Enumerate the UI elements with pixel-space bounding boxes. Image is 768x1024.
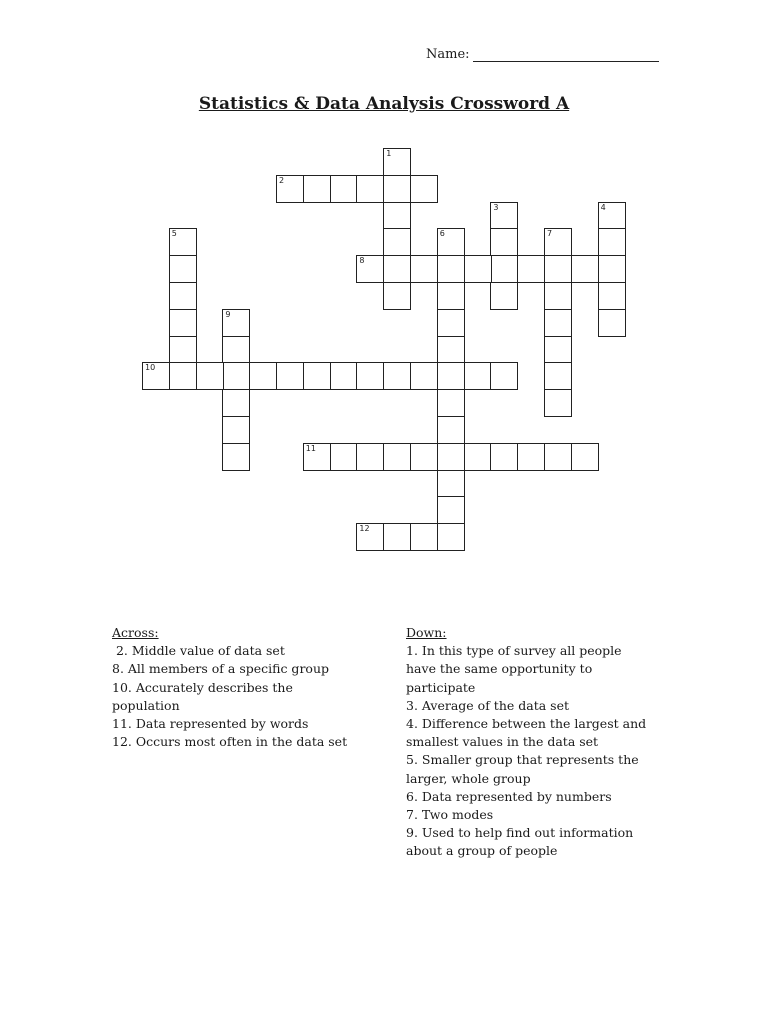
crossword-cell[interactable] — [356, 362, 384, 390]
crossword-cell[interactable] — [437, 282, 465, 310]
crossword-cell[interactable] — [544, 336, 572, 364]
crossword-cell[interactable] — [222, 416, 250, 444]
crossword-cell[interactable] — [169, 362, 197, 390]
across-clue: 2. Middle value of data set — [112, 643, 285, 659]
clue-number: 6 — [439, 229, 445, 239]
crossword-cell[interactable] — [330, 362, 358, 390]
clue-number: 7 — [547, 229, 553, 239]
down-clues — [406, 624, 656, 861]
clue-number: 12 — [359, 524, 370, 534]
across-clue: 12. Occurs most often in the data set — [112, 734, 348, 750]
down-clue: 3. Average of the data set — [406, 697, 569, 713]
crossword-cell[interactable] — [544, 228, 572, 256]
crossword-cell[interactable] — [330, 175, 358, 203]
crossword-cell[interactable] — [437, 336, 465, 364]
crossword-cell[interactable] — [517, 443, 545, 471]
crossword-cell[interactable] — [356, 175, 384, 203]
page-title: Statistics & Data Analysis Crossword A — [198, 94, 570, 114]
crossword-cell[interactable] — [437, 362, 465, 390]
crossword-cell[interactable] — [383, 202, 411, 230]
crossword-cell[interactable] — [330, 443, 358, 471]
across-clue: 8. All members of a specific group — [112, 661, 329, 677]
crossword-cell[interactable] — [437, 496, 465, 524]
clue-number: 2 — [279, 175, 285, 185]
crossword-cell[interactable] — [169, 336, 197, 364]
crossword-cell[interactable] — [571, 443, 599, 471]
down-clue: 1. In this type of survey all people have the same opportunity to participate — [406, 643, 622, 695]
clue-number: 10 — [145, 363, 156, 373]
crossword-cell[interactable] — [410, 523, 438, 551]
clue-number: 5 — [171, 229, 177, 239]
crossword-cell[interactable] — [598, 202, 626, 230]
crossword-cell[interactable] — [571, 255, 599, 283]
crossword-cell[interactable] — [249, 362, 277, 390]
crossword-cell[interactable] — [383, 523, 411, 551]
crossword-cell[interactable] — [383, 175, 411, 203]
crossword-cell[interactable] — [598, 255, 626, 283]
crossword-cell[interactable] — [490, 255, 518, 283]
crossword-cell[interactable] — [276, 175, 304, 203]
crossword-cell[interactable] — [303, 175, 331, 203]
down-clue: 7. Two modes — [406, 807, 494, 823]
crossword-cell[interactable] — [383, 228, 411, 256]
across-clue: 10. Accurately describes the population — [112, 679, 293, 713]
crossword-cell[interactable] — [544, 255, 572, 283]
crossword-cell[interactable] — [356, 255, 384, 283]
crossword-cell[interactable] — [196, 362, 224, 390]
crossword-cell[interactable] — [437, 309, 465, 337]
clue-number: 11 — [305, 443, 316, 453]
clue-number: 4 — [600, 202, 606, 212]
down-clue: 9. Used to help find out information about a group of people — [406, 825, 634, 859]
crossword-cell[interactable] — [464, 255, 492, 283]
across-heading: Across: — [112, 625, 159, 640]
clue-number: 8 — [359, 256, 365, 266]
crossword-cell[interactable] — [222, 389, 250, 417]
crossword-cell[interactable] — [222, 362, 250, 390]
crossword-cell[interactable] — [437, 389, 465, 417]
crossword-cell[interactable] — [383, 148, 411, 176]
crossword-cell[interactable] — [222, 336, 250, 364]
clue-number: 3 — [493, 202, 499, 212]
crossword-cell[interactable] — [222, 309, 250, 337]
crossword-cell[interactable] — [276, 362, 304, 390]
crossword-cell[interactable] — [437, 523, 465, 551]
crossword-cell[interactable] — [169, 228, 197, 256]
crossword-cell[interactable] — [410, 443, 438, 471]
crossword-cell[interactable] — [490, 282, 518, 310]
crossword-cell[interactable] — [303, 443, 331, 471]
crossword-cell[interactable] — [598, 309, 626, 337]
crossword-cell[interactable] — [544, 282, 572, 310]
crossword-cell[interactable] — [598, 282, 626, 310]
crossword-cell[interactable] — [410, 175, 438, 203]
crossword-cell[interactable] — [490, 443, 518, 471]
crossword-cell[interactable] — [356, 523, 384, 551]
crossword-cell[interactable] — [437, 443, 465, 471]
crossword-cell[interactable] — [356, 443, 384, 471]
crossword-cell[interactable] — [383, 443, 411, 471]
crossword-cell[interactable] — [410, 362, 438, 390]
crossword-cell[interactable] — [169, 282, 197, 310]
crossword-cell[interactable] — [383, 362, 411, 390]
clue-number: 9 — [225, 309, 231, 319]
crossword-cell[interactable] — [490, 202, 518, 230]
crossword-cell[interactable] — [437, 228, 465, 256]
crossword-cell[interactable] — [222, 443, 250, 471]
down-clue: 4. Difference between the largest and smallest values in the data set — [406, 716, 647, 750]
across-clues — [112, 624, 362, 751]
crossword-cell[interactable] — [437, 255, 465, 283]
name-label: Name: — [426, 47, 470, 62]
crossword-cell[interactable] — [544, 389, 572, 417]
crossword-cell[interactable] — [464, 443, 492, 471]
crossword-cell[interactable] — [490, 228, 518, 256]
crossword-cell[interactable] — [383, 255, 411, 283]
crossword-cell[interactable] — [437, 470, 465, 498]
crossword-cell[interactable] — [490, 362, 518, 390]
crossword-cell[interactable] — [410, 255, 438, 283]
crossword-cell[interactable] — [142, 362, 170, 390]
crossword-cell[interactable] — [598, 228, 626, 256]
clue-number: 1 — [386, 149, 392, 158]
crossword-cell[interactable] — [437, 416, 465, 444]
across-clue: 11. Data represented by words — [112, 716, 309, 732]
down-heading: Down: — [406, 625, 447, 640]
crossword-cell[interactable] — [303, 362, 331, 390]
crossword-cell[interactable] — [544, 309, 572, 337]
crossword-cell[interactable] — [544, 362, 572, 390]
crossword-cell[interactable] — [544, 443, 572, 471]
crossword-cell[interactable] — [383, 282, 411, 310]
crossword-cell[interactable] — [169, 255, 197, 283]
down-clue: 5. Smaller group that represents the larger, whole group — [406, 752, 639, 786]
crossword-cell[interactable] — [464, 362, 492, 390]
crossword-cell[interactable] — [517, 255, 545, 283]
crossword-cell[interactable] — [169, 309, 197, 337]
down-clue: 6. Data represented by numbers — [406, 788, 612, 804]
